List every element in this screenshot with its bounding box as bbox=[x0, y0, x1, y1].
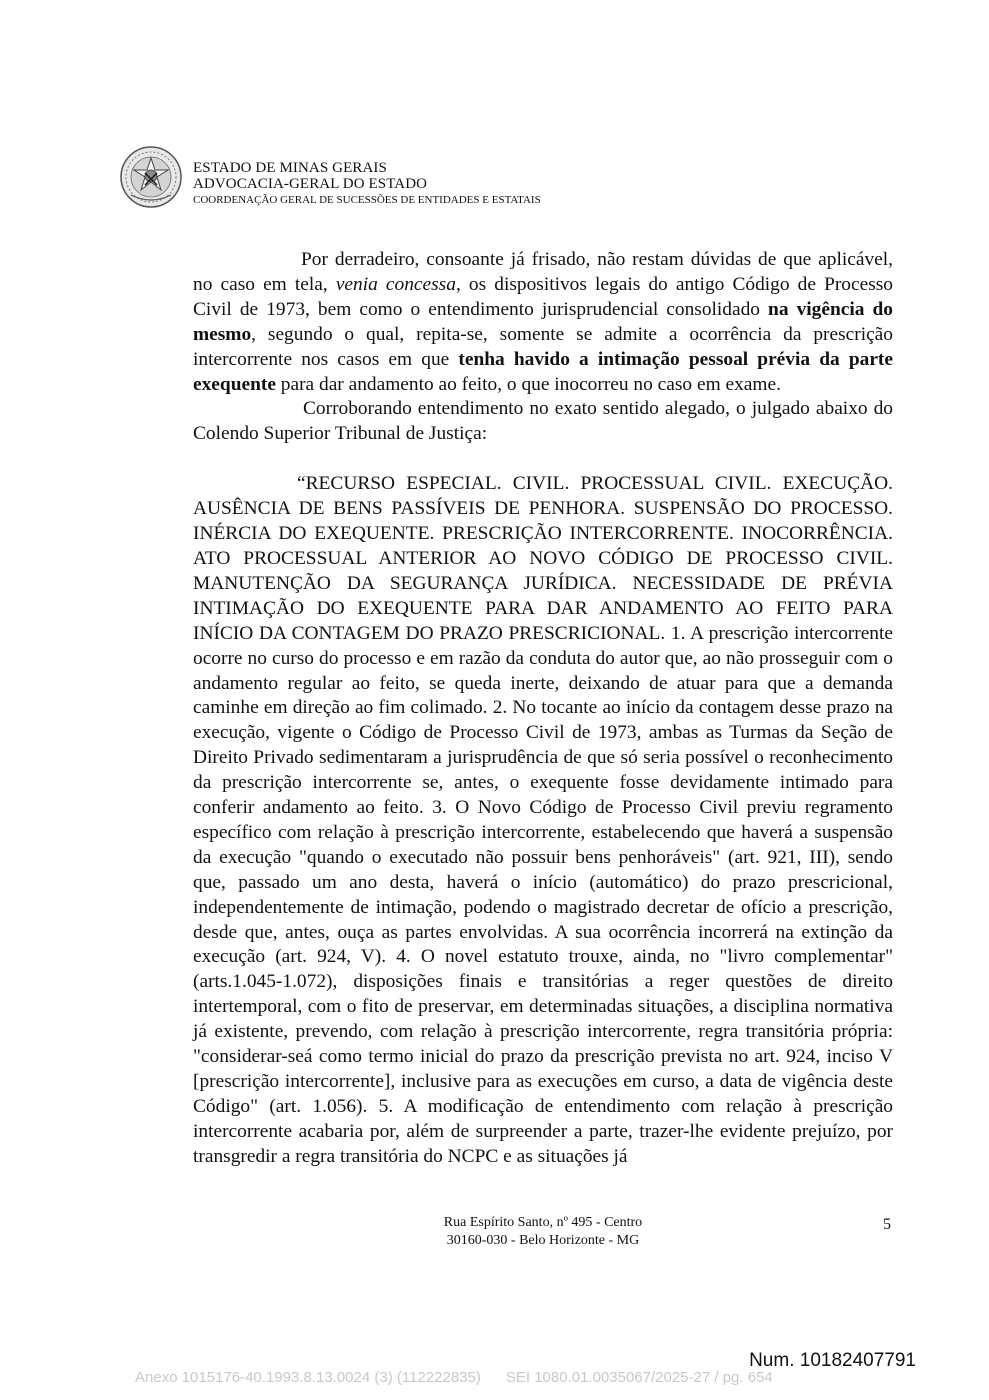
footer-address-street: Rua Espírito Santo, nº 495 - Centro bbox=[443, 1215, 643, 1230]
header-department: COORDENAÇÃO GERAL DE SUCESSÕES DE ENTIDADES E ESTATAIS bbox=[193, 194, 541, 206]
page-footer bbox=[193, 1214, 893, 1250]
annex-stamp bbox=[135, 1369, 773, 1386]
annex-reference: Anexo 1015176-40.1993.8.13.0024 (3) (112222835) bbox=[135, 1369, 481, 1386]
header-state: ESTADO DE MINAS GERAIS bbox=[193, 160, 387, 176]
paragraph-2: Corroborando entendimento no exato sentido alegado, o julgado abaixo do Colendo Superior Tribunal de Justiça: bbox=[193, 398, 893, 445]
emphasis-text: tenha havido a intimação pessoal prévia da parte exequente bbox=[193, 348, 893, 395]
sei-reference: SEI 1080.01.0035067/2025-27 / pg. 654 bbox=[505, 1369, 773, 1386]
paragraph-1: Por derradeiro, consoante já frisado, não restam dúvidas de que aplicável, no caso em tela, venia concessa, os dispositivos legais do antigo Código de Processo Civil de 1973, bem como o entendimento jurisprudencial consolidado na vigência do mesmo, segundo o qual, repita-se, somente se admite a ocorrência da prescrição intercorrente nos casos em que tenha havido a intimação pessoal prévia da parte exequente para dar andamento ao feito, o que inocorreu no caso em exame. bbox=[193, 249, 894, 395]
footer-address-city: 30160-030 - Belo Horizonte - MG bbox=[446, 1233, 640, 1248]
document-number: Num. 10182407791 bbox=[749, 1350, 916, 1371]
emphasis-text: na vigência do mesmo bbox=[193, 298, 893, 345]
header-agency: ADVOCACIA-GERAL DO ESTADO bbox=[193, 176, 428, 192]
latin-phrase: venia concessa bbox=[335, 273, 456, 295]
coat-of-arms-seal-icon bbox=[119, 145, 183, 209]
document-body bbox=[193, 248, 893, 1170]
page-number: 5 bbox=[883, 1216, 891, 1233]
letterhead bbox=[193, 160, 541, 208]
case-law-quote: “RECURSO ESPECIAL. CIVIL. PROCESSUAL CIVIL. EXECUÇÃO. AUSÊNCIA DE BENS PASSÍVEIS DE PENHORA. SUSPENSÃO DO PROCESSO. INÉRCIA DO EXEQUENTE. PRESCRIÇÃO INTERCORRENTE. INOCORRÊNCIA. ATO PROCESSUAL ANTERIOR AO NOVO CÓDIGO DE PROCESSO CIVIL. MANUTENÇÃO DA SEGURANÇA JURÍDICA. NECESSIDADE DE PRÉVIA INTIMAÇÃO DO EXEQUENTE PARA DAR ANDAMENTO AO FEITO PARA INÍCIO DA CONTAGEM DO PRAZO PRESCRICIONAL. 1. A prescrição intercorrente ocorre no curso do processo e em razão da conduta do autor que, ao não prosseguir com o andamento regular ao feito, se queda inerte, deixando de atuar para que a demanda caminhe em direção ao fim colimado. 2. No tocante ao início da contagem desse prazo na execução, vigente o Código de Processo Civil de 1973, ambas as Turmas da Seção de Direito Privado sedimentaram a jurisprudência de que só seria possível o reconhecimento da prescrição intercorrente se, antes, o exequente fosse devidamente intimado para conferir andamento ao feito. 3. O Novo Código de Processo Civil previu regramento específico com relação à prescrição intercorrente, estabelecendo que haverá a suspensão da execução "quando o executado não possuir bens penhoráveis" (art. 921, III), sendo que, passado um ano desta, haverá o início (automático) do prazo prescricional, independentemente de intimação, podendo o magistrado decretar de ofício a prescrição, desde que, antes, ouça as partes envolvidas. A sua ocorrência incorrerá na extinção da execução (art. 924, V). 4. O novel estatuto trouxe, ainda, no "livro complementar" (arts.1.045-1.072), disposições finais e transitórias a reger questões de direito intertemporal, com o fito de preservar, em determinadas situações, a disciplina normativa já existente, prevendo, com relação à prescrição intercorrente, regra transitória própria: "considerar-seá como termo inicial do prazo da prescrição prevista no art. 924, inciso V [prescrição intercorrente], inclusive para as execuções em curso, a data de vigência deste Código" (art. 1.056). 5. A modificação de entendimento com relação à prescrição intercorrente acabaria por, além de surpreender a parte, trazer-lhe evidente prejuízo, por transgredir a regra transitória do NCPC e as situações já bbox=[193, 473, 893, 1167]
